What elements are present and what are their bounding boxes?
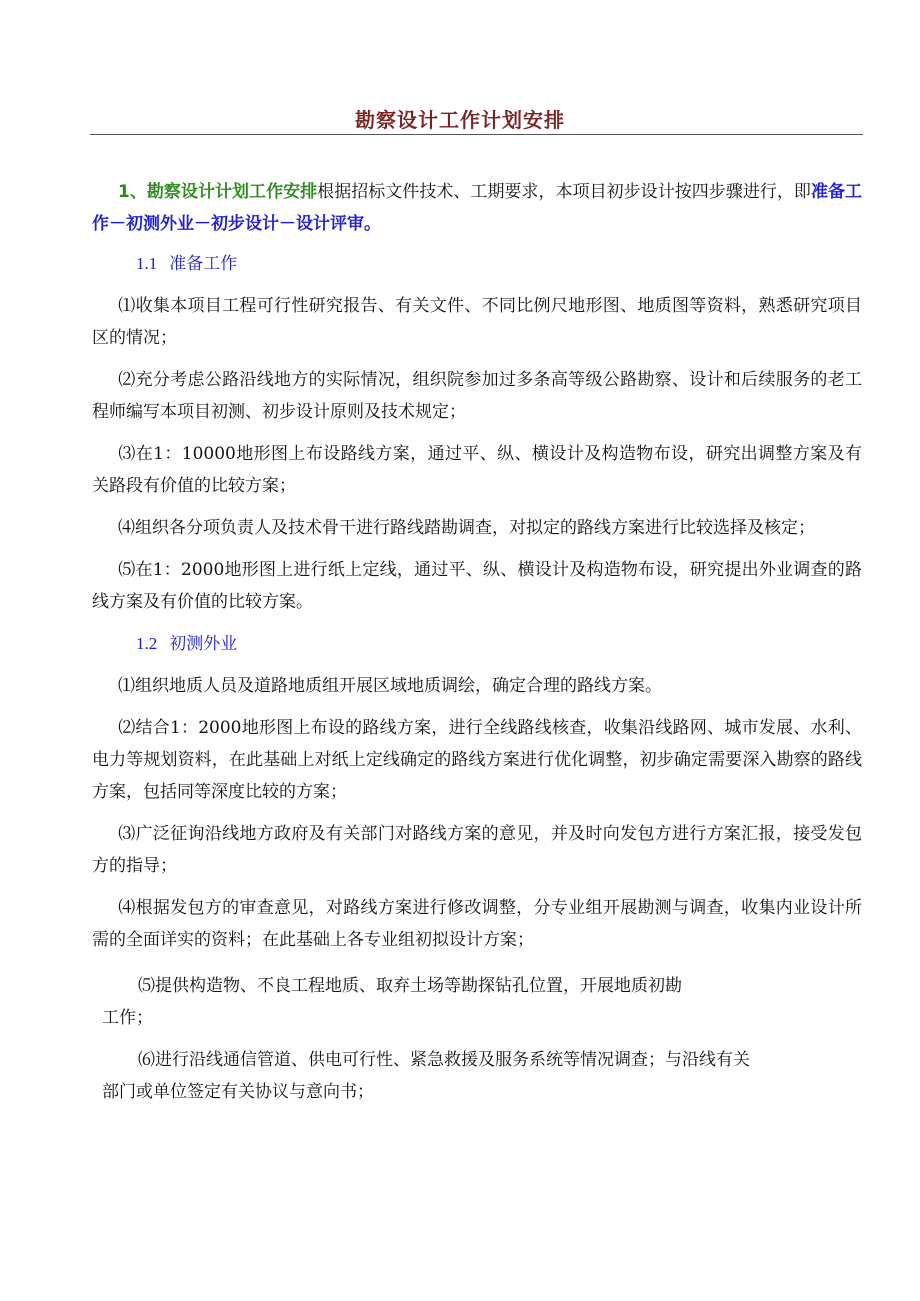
intro-paragraph	[92, 176, 862, 240]
section-title: 准备工作	[169, 254, 238, 274]
section-heading	[92, 628, 862, 660]
intro-number: 1、	[118, 182, 147, 202]
list-item: ⑴组织地质人员及道路地质组开展区域地质调绘，确定合理的路线方案。	[118, 676, 662, 696]
list-item: ⑵充分考虑公路沿线地方的实际情况，组织院参加过多条高等级公路勘察、设计和后续服务的老工程师编写本项目初测、初步设计原则及技术规定；	[92, 370, 862, 422]
list-item: ⑶在1：10000地形图上布设路线方案，通过平、纵、横设计及构造物布设，研究出调整方案及有关路段有价值的比较方案；	[92, 444, 862, 496]
section-number: 1.1	[136, 254, 158, 273]
intro-lead: 勘察设计计划工作安排	[146, 182, 318, 202]
title-underline	[90, 134, 863, 135]
intro-steps: 准备工作－初测外业－初步设计－设计评审。	[92, 182, 863, 234]
list-item: ⑶广泛征询沿线地方政府及有关部门对路线方案的意见，并及时向发包方进行方案汇报，接受发包方的指导；	[92, 824, 862, 876]
list-item: ⑴收集本项目工程可行性研究报告、有关文件、不同比例尺地形图、地质图等资料，熟悉研究项目区的情况；	[92, 296, 862, 348]
list-item: ⑵结合1：2000地形图上布设的路线方案，进行全线路线核查，收集沿线路网、城市发展、水利、电力等规划资料，在此基础上对纸上定线确定的路线方案进行优化调整，初步确定需要深入勘察的路线方案，包括同等深度比较的方案；	[92, 718, 862, 802]
list-item: ⑹进行沿线通信管道、供电可行性、紧急救援及服务系统等情况调查；与沿线有关 部门或单位签定有关协议与意向书；	[102, 1050, 750, 1102]
section-title: 初测外业	[169, 634, 238, 654]
section-heading	[92, 248, 862, 280]
document-body	[92, 176, 862, 1118]
section-number: 1.2	[136, 634, 158, 653]
list-item: ⑷根据发包方的审查意见，对路线方案进行修改调整，分专业组开展勘测与调查，收集内业设计所需的全面详实的资料；在此基础上各专业组初拟设计方案；	[92, 898, 862, 950]
list-item: ⑸提供构造物、不良工程地质、取弃土场等勘探钻孔位置，开展地质初勘 工作；	[102, 976, 682, 1028]
intro-text: 根据招标文件技术、工期要求，本项目初步设计按四步骤进行，即	[317, 182, 811, 202]
document-title: 勘察设计工作计划安排	[355, 108, 565, 132]
list-item: ⑷组织各分项负责人及技术骨干进行路线踏勘调查，对拟定的路线方案进行比较选择及核定；	[118, 518, 815, 538]
list-item: ⑸在1：2000地形图上进行纸上定线，通过平、纵、横设计及构造物布设，研究提出外业调查的路线方案及有价值的比较方案。	[92, 560, 862, 612]
